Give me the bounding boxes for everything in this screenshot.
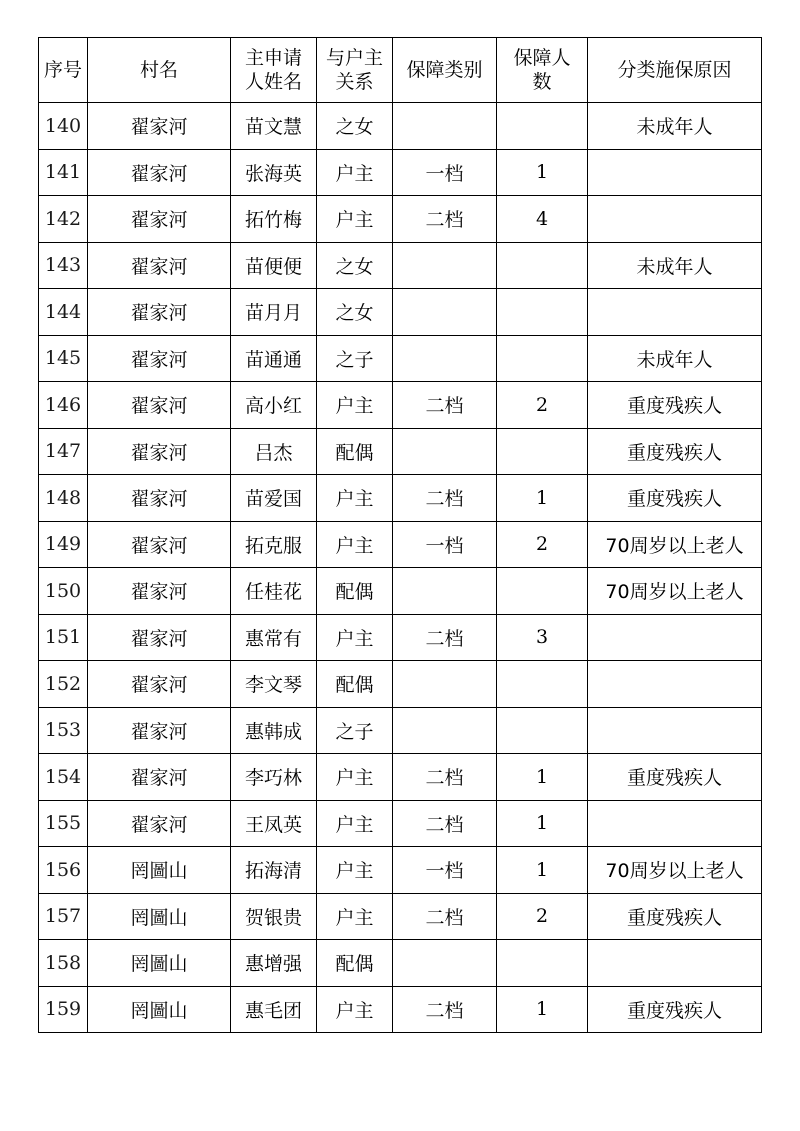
applicant-name-cell: 拓海清 <box>231 847 317 894</box>
persons-count-cell <box>497 242 588 289</box>
relation-cell: 户主 <box>317 196 393 243</box>
applicant-name-cell: 拓克服 <box>231 521 317 568</box>
seq-cell: 148 <box>39 475 88 522</box>
relation-cell: 之女 <box>317 103 393 150</box>
village-cell: 翟家河 <box>88 754 231 801</box>
header-seq: 序号 <box>39 38 88 103</box>
header-row <box>39 38 762 103</box>
applicant-name-cell: 贺银贵 <box>231 893 317 940</box>
seq-cell: 159 <box>39 986 88 1033</box>
category-cell: 二档 <box>393 893 497 940</box>
village-cell: 翟家河 <box>88 568 231 615</box>
seq-cell: 142 <box>39 196 88 243</box>
category-cell: 一档 <box>393 149 497 196</box>
category-cell <box>393 707 497 754</box>
table-row <box>39 521 762 568</box>
village-cell: 翟家河 <box>88 614 231 661</box>
relation-cell: 户主 <box>317 521 393 568</box>
relation-cell: 之子 <box>317 707 393 754</box>
relation-cell: 户主 <box>317 382 393 429</box>
village-cell: 翟家河 <box>88 103 231 150</box>
category-cell: 二档 <box>393 754 497 801</box>
village-cell: 翟家河 <box>88 289 231 336</box>
reason-cell: 重度残疾人 <box>588 754 762 801</box>
category-cell <box>393 568 497 615</box>
persons-count-cell: 1 <box>497 986 588 1033</box>
persons-count-cell: 4 <box>497 196 588 243</box>
relation-cell: 配偶 <box>317 661 393 708</box>
table-row <box>39 847 762 894</box>
village-cell: 翟家河 <box>88 428 231 475</box>
header-category: 保障类别 <box>393 38 497 103</box>
village-cell: 罔圖山 <box>88 893 231 940</box>
seq-cell: 152 <box>39 661 88 708</box>
table-row <box>39 661 762 708</box>
seq-cell: 140 <box>39 103 88 150</box>
reason-cell <box>588 196 762 243</box>
persons-count-cell: 3 <box>497 614 588 661</box>
table-row <box>39 196 762 243</box>
table-row <box>39 707 762 754</box>
relation-cell: 户主 <box>317 800 393 847</box>
category-cell <box>393 940 497 987</box>
seq-cell: 145 <box>39 335 88 382</box>
persons-count-cell: 1 <box>497 754 588 801</box>
seq-cell: 156 <box>39 847 88 894</box>
applicant-name-cell: 苗便便 <box>231 242 317 289</box>
table-row <box>39 754 762 801</box>
applicant-name-cell: 惠毛团 <box>231 986 317 1033</box>
reason-cell: 未成年人 <box>588 335 762 382</box>
seq-cell: 144 <box>39 289 88 336</box>
reason-cell: 重度残疾人 <box>588 893 762 940</box>
relation-cell: 户主 <box>317 893 393 940</box>
category-cell <box>393 242 497 289</box>
relation-cell: 户主 <box>317 475 393 522</box>
seq-cell: 150 <box>39 568 88 615</box>
table-row <box>39 242 762 289</box>
seq-cell: 155 <box>39 800 88 847</box>
seq-cell: 154 <box>39 754 88 801</box>
table-row <box>39 149 762 196</box>
relation-cell: 户主 <box>317 986 393 1033</box>
relation-cell: 之女 <box>317 289 393 336</box>
applicant-name-cell: 惠韩成 <box>231 707 317 754</box>
reason-cell: 重度残疾人 <box>588 382 762 429</box>
persons-count-cell <box>497 940 588 987</box>
category-cell <box>393 289 497 336</box>
applicant-name-cell: 苗文慧 <box>231 103 317 150</box>
seq-cell: 146 <box>39 382 88 429</box>
applicant-name-cell: 苗通通 <box>231 335 317 382</box>
category-cell <box>393 103 497 150</box>
reason-cell <box>588 289 762 336</box>
persons-count-cell <box>497 428 588 475</box>
applicant-name-cell: 惠增强 <box>231 940 317 987</box>
relation-cell: 户主 <box>317 614 393 661</box>
category-cell <box>393 428 497 475</box>
village-cell: 翟家河 <box>88 800 231 847</box>
reason-cell: 70周岁以上老人 <box>588 847 762 894</box>
table-row <box>39 614 762 661</box>
header-village: 村名 <box>88 38 231 103</box>
persons-count-cell: 1 <box>497 800 588 847</box>
relation-cell: 配偶 <box>317 428 393 475</box>
village-cell: 翟家河 <box>88 475 231 522</box>
table-row <box>39 893 762 940</box>
category-cell: 二档 <box>393 986 497 1033</box>
relation-cell: 配偶 <box>317 568 393 615</box>
village-cell: 罔圖山 <box>88 940 231 987</box>
relation-cell: 配偶 <box>317 940 393 987</box>
reason-cell: 未成年人 <box>588 242 762 289</box>
reason-cell: 重度残疾人 <box>588 428 762 475</box>
table-row <box>39 800 762 847</box>
header-persons: 保障人数 <box>497 38 588 103</box>
applicant-name-cell: 苗月月 <box>231 289 317 336</box>
applicant-name-cell: 高小红 <box>231 382 317 429</box>
seq-cell: 153 <box>39 707 88 754</box>
relation-cell: 之子 <box>317 335 393 382</box>
category-cell: 一档 <box>393 847 497 894</box>
relation-cell: 户主 <box>317 847 393 894</box>
reason-cell <box>588 614 762 661</box>
reason-cell <box>588 149 762 196</box>
applicant-name-cell: 王凤英 <box>231 800 317 847</box>
seq-cell: 151 <box>39 614 88 661</box>
village-cell: 罔圖山 <box>88 986 231 1033</box>
persons-count-cell <box>497 289 588 336</box>
category-cell: 二档 <box>393 382 497 429</box>
persons-count-cell: 2 <box>497 382 588 429</box>
persons-count-cell: 2 <box>497 521 588 568</box>
reason-cell: 重度残疾人 <box>588 986 762 1033</box>
reason-cell <box>588 800 762 847</box>
table-row <box>39 289 762 336</box>
reason-cell: 70周岁以上老人 <box>588 521 762 568</box>
category-cell <box>393 335 497 382</box>
village-cell: 罔圖山 <box>88 847 231 894</box>
reason-cell: 重度残疾人 <box>588 475 762 522</box>
persons-count-cell: 1 <box>497 475 588 522</box>
table-row <box>39 475 762 522</box>
village-cell: 翟家河 <box>88 335 231 382</box>
seq-cell: 141 <box>39 149 88 196</box>
persons-count-cell <box>497 335 588 382</box>
category-cell: 二档 <box>393 475 497 522</box>
applicant-name-cell: 任桂花 <box>231 568 317 615</box>
table-row <box>39 382 762 429</box>
relation-cell: 户主 <box>317 149 393 196</box>
applicant-name-cell: 吕杰 <box>231 428 317 475</box>
table-row <box>39 103 762 150</box>
applicant-name-cell: 李巧林 <box>231 754 317 801</box>
header-reason: 分类施保原因 <box>588 38 762 103</box>
table-row <box>39 335 762 382</box>
seq-cell: 157 <box>39 893 88 940</box>
relation-cell: 之女 <box>317 242 393 289</box>
seq-cell: 158 <box>39 940 88 987</box>
table-row <box>39 568 762 615</box>
header-applicant: 主申请人姓名 <box>231 38 317 103</box>
table-row <box>39 940 762 987</box>
reason-cell <box>588 707 762 754</box>
village-cell: 翟家河 <box>88 242 231 289</box>
seq-cell: 143 <box>39 242 88 289</box>
persons-count-cell: 1 <box>497 149 588 196</box>
village-cell: 翟家河 <box>88 661 231 708</box>
seq-cell: 147 <box>39 428 88 475</box>
table-body <box>39 103 762 1033</box>
village-cell: 翟家河 <box>88 382 231 429</box>
reason-cell <box>588 661 762 708</box>
village-cell: 翟家河 <box>88 707 231 754</box>
table-row <box>39 428 762 475</box>
persons-count-cell: 1 <box>497 847 588 894</box>
assistance-roster-table <box>38 37 762 1033</box>
relation-cell: 户主 <box>317 754 393 801</box>
applicant-name-cell: 拓竹梅 <box>231 196 317 243</box>
persons-count-cell: 2 <box>497 893 588 940</box>
village-cell: 翟家河 <box>88 521 231 568</box>
category-cell <box>393 661 497 708</box>
persons-count-cell <box>497 661 588 708</box>
applicant-name-cell: 李文琴 <box>231 661 317 708</box>
category-cell: 二档 <box>393 614 497 661</box>
category-cell: 一档 <box>393 521 497 568</box>
persons-count-cell <box>497 103 588 150</box>
applicant-name-cell: 张海英 <box>231 149 317 196</box>
category-cell: 二档 <box>393 196 497 243</box>
persons-count-cell <box>497 568 588 615</box>
header-relation: 与户主关系 <box>317 38 393 103</box>
reason-cell <box>588 940 762 987</box>
village-cell: 翟家河 <box>88 196 231 243</box>
reason-cell: 未成年人 <box>588 103 762 150</box>
table-row <box>39 986 762 1033</box>
applicant-name-cell: 惠常有 <box>231 614 317 661</box>
applicant-name-cell: 苗爱国 <box>231 475 317 522</box>
reason-cell: 70周岁以上老人 <box>588 568 762 615</box>
category-cell: 二档 <box>393 800 497 847</box>
persons-count-cell <box>497 707 588 754</box>
village-cell: 翟家河 <box>88 149 231 196</box>
seq-cell: 149 <box>39 521 88 568</box>
